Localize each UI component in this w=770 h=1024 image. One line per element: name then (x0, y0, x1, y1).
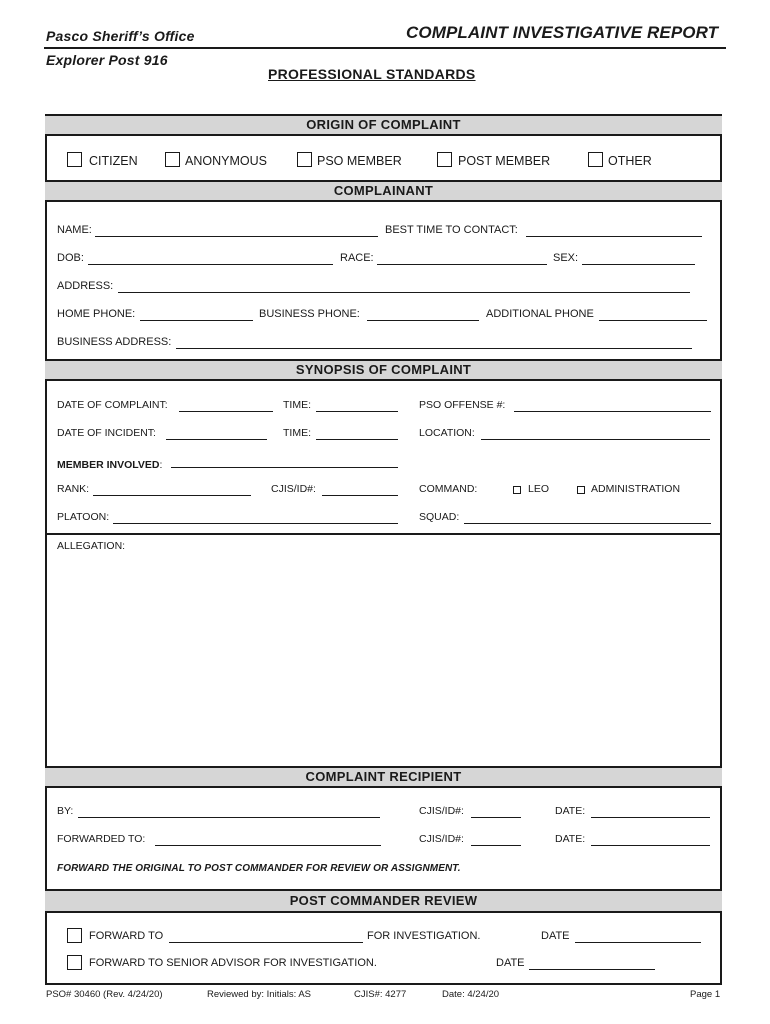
complaint-time-field[interactable] (316, 411, 398, 412)
platoon-field[interactable] (113, 523, 398, 524)
additional-phone-label: ADDITIONAL PHONE (486, 308, 594, 320)
checkbox-administration[interactable] (577, 486, 585, 494)
checkbox-post-member[interactable] (437, 152, 452, 167)
recipient-date-field[interactable] (591, 817, 710, 818)
date-of-incident-field[interactable] (166, 439, 267, 440)
checkbox-citizen-label: CITIZEN (89, 154, 138, 168)
forward-note: FORWARD THE ORIGINAL TO POST COMMANDER FOR REVIEW OR ASSIGNMENT. (57, 863, 461, 874)
forward-senior-label: FORWARD TO SENIOR ADVISOR FOR INVESTIGATION. (89, 957, 377, 969)
report-title: COMPLAINT INVESTIGATIVE REPORT (406, 23, 719, 42)
rank-field[interactable] (93, 495, 251, 496)
checkbox-other[interactable] (588, 152, 603, 167)
forwarded-cjis-field[interactable] (471, 845, 521, 846)
squad-field[interactable] (464, 523, 711, 524)
section-origin-header: ORIGIN OF COMPLAINT (45, 114, 722, 136)
best-time-label: BEST TIME TO CONTACT: (385, 224, 518, 236)
business-phone-field[interactable] (367, 320, 479, 321)
platoon-label: PLATOON: (57, 511, 110, 523)
dob-label: DOB: (57, 252, 84, 264)
home-phone-field[interactable] (140, 320, 253, 321)
form-frame (45, 114, 722, 985)
recipient-date-label: DATE: (555, 805, 586, 817)
section-complainant-header: COMPLAINANT (45, 180, 722, 202)
checkbox-forward-senior[interactable] (67, 955, 82, 970)
checkbox-administration-label: ADMINISTRATION (591, 483, 681, 495)
address-label: ADDRESS: (57, 280, 114, 292)
cjis-id-field[interactable] (322, 495, 398, 496)
checkbox-citizen[interactable] (67, 152, 82, 167)
agency-name: Pasco Sheriff’s Office (46, 28, 195, 44)
form-number: PSO# 30460 (Rev. 4/24/20) (46, 989, 163, 1000)
rank-label: RANK: (57, 483, 90, 495)
home-phone-label: HOME PHONE: (57, 308, 136, 320)
section-review-header: POST COMMANDER REVIEW (45, 889, 722, 913)
section-synopsis-header: SYNOPSIS OF COMPLAINT (45, 359, 722, 381)
business-phone-label: BUSINESS PHONE: (259, 308, 360, 320)
additional-phone-field[interactable] (599, 320, 707, 321)
member-involved-colon: : (159, 459, 163, 471)
member-involved-label: MEMBER INVOLVED (57, 459, 160, 471)
allegation-textarea[interactable] (47, 555, 720, 765)
forwarded-to-label: FORWARDED TO: (57, 833, 146, 845)
unit-name: Explorer Post 916 (46, 52, 168, 68)
sex-field[interactable] (582, 264, 695, 265)
checkbox-other-label: OTHER (608, 154, 652, 168)
checkbox-pso-member[interactable] (297, 152, 312, 167)
forward-to-label: FORWARD TO (89, 930, 164, 942)
recipient-cjis-label: CJIS/ID#: (419, 805, 464, 817)
business-address-field[interactable] (176, 348, 692, 349)
forwarded-to-field[interactable] (155, 845, 381, 846)
review-date-field[interactable] (575, 942, 701, 943)
allegation-divider (45, 533, 722, 535)
business-address-label: BUSINESS ADDRESS: (57, 336, 172, 348)
review-date-label: DATE (541, 930, 570, 942)
page-subtitle: PROFESSIONAL STANDARDS (268, 66, 476, 82)
checkbox-forward-to[interactable] (67, 928, 82, 943)
location-field[interactable] (481, 439, 710, 440)
complaint-time-label: TIME: (283, 399, 311, 411)
address-field[interactable] (118, 292, 690, 293)
allegation-label: ALLEGATION: (57, 540, 126, 552)
member-involved-row (57, 455, 162, 473)
race-label: RACE: (340, 252, 374, 264)
location-label: LOCATION: (419, 427, 475, 439)
checkbox-anonymous[interactable] (165, 152, 180, 167)
name-label: NAME: (57, 224, 92, 236)
footer-cjis: CJIS#: 4277 (354, 989, 407, 1000)
for-investigation-label: FOR INVESTIGATION. (367, 930, 481, 942)
dob-field[interactable] (88, 264, 333, 265)
date-of-incident-label: DATE OF INCIDENT: (57, 427, 156, 439)
page-number: Page 1 (690, 989, 721, 1000)
header-rule (44, 47, 726, 49)
senior-date-label: DATE (496, 957, 525, 969)
by-field[interactable] (78, 817, 380, 818)
section-recipient-header: COMPLAINT RECIPIENT (45, 766, 722, 788)
senior-date-field[interactable] (529, 969, 655, 970)
race-field[interactable] (377, 264, 547, 265)
checkbox-anonymous-label: ANONYMOUS (185, 154, 267, 168)
recipient-cjis-field[interactable] (471, 817, 521, 818)
best-time-field[interactable] (526, 236, 702, 237)
name-field[interactable] (95, 236, 378, 237)
footer-date: Date: 4/24/20 (442, 989, 500, 1000)
squad-label: SQUAD: (419, 511, 460, 523)
forwarded-cjis-label: CJIS/ID#: (419, 833, 464, 845)
pso-offense-field[interactable] (514, 411, 711, 412)
checkbox-pso-member-label: PSO MEMBER (317, 154, 402, 168)
forwarded-date-label: DATE: (555, 833, 586, 845)
reviewed-by: Reviewed by: Initials: AS (207, 989, 312, 1000)
date-of-complaint-field[interactable] (179, 411, 273, 412)
checkbox-leo-label: LEO (528, 483, 550, 495)
pso-offense-label: PSO OFFENSE #: (419, 399, 506, 411)
incident-time-label: TIME: (283, 427, 311, 439)
cjis-id-label: CJIS/ID#: (271, 483, 316, 495)
incident-time-field[interactable] (316, 439, 398, 440)
date-of-complaint-label: DATE OF COMPLAINT: (57, 399, 168, 411)
forwarded-date-field[interactable] (591, 845, 710, 846)
forward-to-field[interactable] (169, 942, 363, 943)
checkbox-post-member-label: POST MEMBER (458, 154, 551, 168)
checkbox-leo[interactable] (513, 486, 521, 494)
by-label: BY: (57, 805, 74, 817)
member-involved-field[interactable] (171, 467, 398, 468)
sex-label: SEX: (553, 252, 579, 264)
command-label: COMMAND: (419, 483, 478, 495)
